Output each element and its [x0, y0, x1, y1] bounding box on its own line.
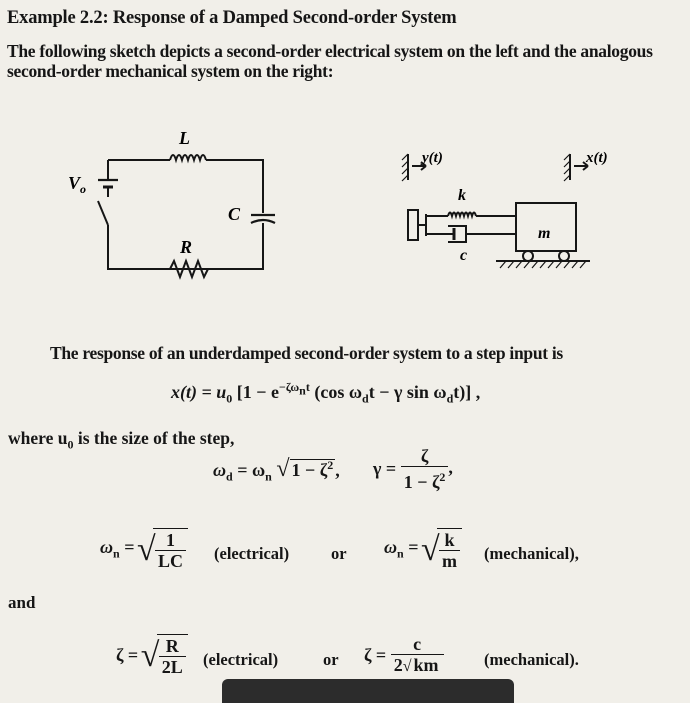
capacitor-label: C: [228, 204, 241, 224]
natural-frequency-mechanical: $\omega_n$ = √ $\frac{k}{m}$: [384, 528, 462, 571]
electrical-label-1: (electrical): [214, 544, 290, 563]
input-plate: [408, 210, 418, 240]
inductor-coil: [170, 155, 206, 160]
and-label: and: [8, 593, 36, 612]
wheel-left: [523, 251, 533, 261]
switch-blade: [98, 201, 108, 225]
or-label-1: or: [331, 544, 347, 563]
intro-line-2: second-order mechanical system on the right:: [7, 61, 334, 81]
mechanical-label-1: (mechanical),: [484, 544, 579, 563]
damping-ratio-mechanical: ζ = $\frac{c}{2√ km}$: [364, 634, 444, 677]
input-label: y(t): [422, 150, 443, 166]
intro-line-1: The following sketch depicts a second-order electrical system on the left and the analogous: [7, 41, 653, 61]
damper-label: c: [460, 247, 468, 264]
output-label: x(t): [586, 150, 608, 166]
spring-label: k: [458, 187, 466, 204]
natural-frequency-electrical: $\omega_n$ = √ $\frac{1}{LC}$: [100, 528, 188, 571]
mechanical-system-diagram: [400, 148, 620, 278]
inductor-label: L: [179, 128, 190, 148]
damped-frequency-equation: $\omega_d = \omega_n$ √ $1 - \zeta^2$ ,: [213, 456, 340, 484]
or-label-2: or: [323, 650, 339, 669]
source-label: $V_o$: [68, 173, 87, 196]
capacitor-plate-bottom: [251, 220, 275, 223]
mechanical-label-2: (mechanical).: [484, 650, 579, 669]
electrical-label-2: (electrical): [203, 650, 279, 669]
example-title: Example 2.2: Response of a Damped Second-order System: [7, 8, 457, 28]
resistor-label: R: [180, 237, 193, 257]
spring-coil: [448, 213, 476, 217]
viewer-toolbar-edge: [222, 679, 514, 703]
wheel-right: [559, 251, 569, 261]
step-size-definition: where $u_0$ is the size of the step,: [8, 428, 235, 452]
electrical-circuit-diagram: [60, 125, 300, 290]
gamma-equation: γ = $\frac{\zeta}{1 - \zeta^2}$ ,: [373, 446, 453, 492]
mass-label: m: [538, 225, 551, 242]
response-statement: The response of an underdamped second-order system to a step input is: [50, 343, 563, 363]
damping-ratio-electrical: ζ = √ $\frac{R}{2L}$: [116, 634, 188, 677]
step-response-equation: $x(t) = u_0$ [$1 - e^{-\zeta\omega_nt}$ (cos $\omega_dt - \gamma$ $\sin \omega_dt$)] ,: [171, 380, 481, 406]
